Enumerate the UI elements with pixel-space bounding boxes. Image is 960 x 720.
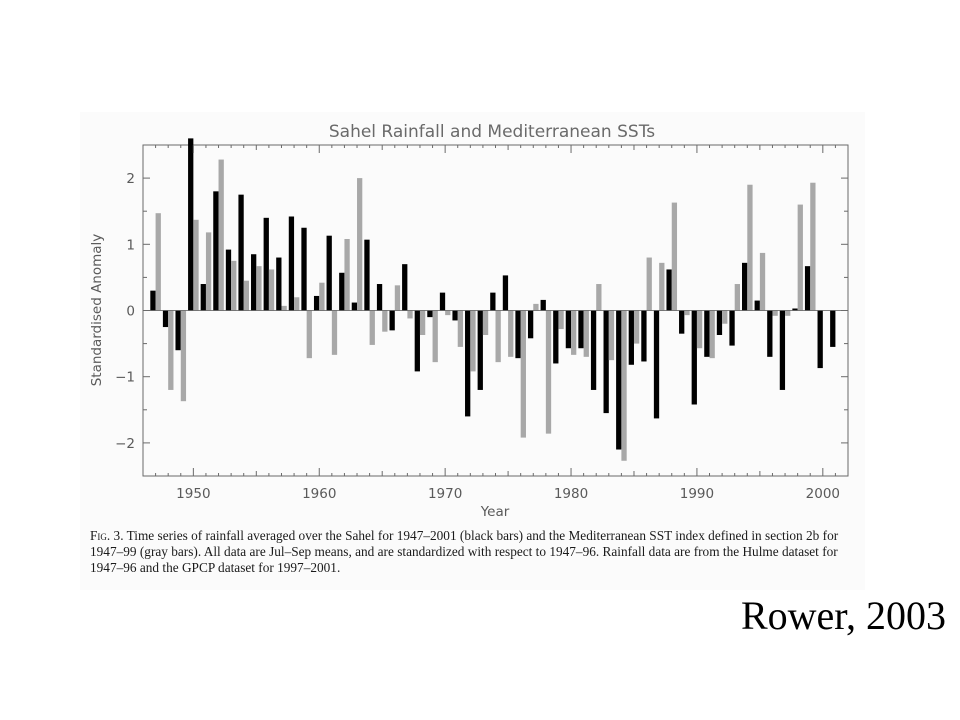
rainfall-bar-1957 [276,258,281,311]
sst-bar-1974 [496,311,501,363]
x-tick-label: 1990 [679,486,715,502]
sst-bar-1976 [521,311,526,438]
sst-bar-1958 [294,297,299,310]
sst-bar-1985 [634,311,639,344]
rainfall-bar-1969 [427,311,432,318]
rainfall-bar-1970 [440,293,445,311]
sst-bar-1982 [596,284,601,310]
sst-bar-1999 [810,183,815,311]
sst-bar-1989 [684,311,689,316]
x-tick-label: 1970 [427,486,463,502]
sst-bar-1988 [672,203,677,311]
sst-bar-1962 [344,239,349,311]
rainfall-bar-1962 [339,273,344,311]
rainfall-bar-1989 [679,311,684,334]
rainfall-bar-1966 [390,311,395,331]
rainfall-bar-1982 [591,311,596,390]
rainfall-bar-1973 [478,311,483,390]
rainfall-bar-1988 [666,269,671,310]
sst-bar-1967 [407,311,412,319]
rainfall-bar-1993 [729,311,734,346]
rainfall-bar-1976 [515,311,520,359]
sst-bar-1987 [659,263,664,311]
rainfall-bar-1953 [226,250,231,311]
sst-bar-1963 [357,178,362,310]
rainfall-bar-1979 [553,311,558,364]
sst-bar-1996 [772,311,777,316]
sst-bar-1990 [697,311,702,349]
rainfall-bar-1955 [251,254,256,310]
rainfall-bar-1997 [780,311,785,390]
citation: Rower, 2003 [740,593,946,638]
sst-bar-1953 [231,261,236,311]
sst-bar-1973 [483,311,488,335]
sst-bar-1975 [508,311,513,357]
sst-bar-1956 [269,269,274,310]
rainfall-bar-1991 [704,311,709,357]
sst-bar-1971 [458,311,463,347]
rainfall-bar-1947 [150,291,155,311]
rainfall-bar-1985 [629,311,634,365]
caption-text: Time series of rainfall averaged over the Sahel for 1947–2001 (black bars) and the Mediterranean SST index defined in section 2b for 1947–99 (gray bars). All data are Jul–Sep means, and are standardized with respect to 1947–96. Rainfall data are from the Hulme dataset for 1947–96 and the GPCP dataset for 1997–2001. [90,528,839,575]
sst-bar-1952 [219,160,224,311]
sst-bar-1969 [433,311,438,363]
rainfall-bar-1978 [541,300,546,311]
rainfall-bar-1956 [264,218,269,311]
sahel-chart [80,112,865,532]
rainfall-bar-1977 [528,311,533,339]
rainfall-bar-1964 [364,240,369,311]
x-tick-label: 1980 [553,486,589,502]
sst-bar-1951 [206,232,211,310]
rainfall-bar-1968 [415,311,420,372]
rainfall-bar-1975 [503,275,508,310]
sst-bar-1993 [735,284,740,310]
bars-group [150,138,835,460]
sst-bar-1957 [281,306,286,311]
sst-bar-1992 [722,311,727,324]
sst-bar-1998 [798,205,803,311]
rainfall-bar-1967 [402,264,407,310]
rainfall-bar-1995 [755,301,760,311]
sst-bar-1981 [584,311,589,357]
sst-bar-1961 [332,311,337,355]
sst-bar-1970 [445,311,450,316]
sst-bar-1954 [244,281,249,311]
sst-bar-1983 [609,311,614,361]
rainfall-bar-1961 [327,236,332,311]
rainfall-bar-1954 [238,195,243,311]
sst-bar-1977 [533,304,538,311]
rainfall-bar-1958 [289,217,294,311]
sst-bar-1978 [546,311,551,434]
sst-bar-1966 [395,285,400,310]
rainfall-bar-1959 [301,228,306,311]
sst-bar-1964 [370,311,375,345]
figure-panel [80,112,865,590]
x-tick-label: 2000 [805,486,841,502]
rainfall-bar-1972 [465,311,470,417]
rainfall-bar-1992 [717,311,722,335]
rainfall-bar-1983 [604,311,609,414]
rainfall-bar-1981 [578,311,583,349]
rainfall-bar-1984 [616,311,621,450]
rainfall-bar-1996 [767,311,772,357]
rainfall-bar-1990 [692,311,697,405]
sst-bar-1965 [382,311,387,332]
rainfall-bar-1949 [175,311,180,351]
rainfall-bar-1963 [352,303,357,311]
sst-bar-1995 [760,253,765,311]
sst-bar-1997 [785,311,790,316]
sst-bar-1994 [747,185,752,311]
rainfall-bar-2001 [830,311,835,347]
sst-bar-1947 [156,213,161,310]
figure-caption [90,528,860,576]
sst-bar-1984 [621,311,626,461]
y-tick-label: −2 [115,435,135,452]
y-tick-label: 1 [126,237,135,254]
y-axis-label: Standardised Anomaly [89,233,105,387]
rainfall-bar-1950 [188,138,193,310]
rainfall-bar-1980 [566,311,571,349]
rainfall-bar-1987 [654,311,659,419]
rainfall-bar-1952 [213,191,218,310]
y-tick-label: −1 [115,369,135,386]
y-tick-label: 0 [126,303,135,320]
rainfall-bar-1971 [452,311,457,321]
rainfall-bar-1974 [490,293,495,311]
x-axis-label: Year [480,504,510,520]
rainfall-bar-1951 [201,284,206,310]
sst-bar-1959 [307,311,312,359]
rainfall-bar-1965 [377,284,382,310]
x-tick-label: 1960 [302,486,337,502]
rainfall-bar-1948 [163,311,168,328]
sst-bar-1972 [470,311,475,372]
caption-fig-label: Fig. 3. [90,528,124,543]
sst-bar-1950 [193,220,198,311]
sst-bar-1955 [256,266,261,310]
y-tick-label: 2 [126,171,135,188]
sst-bar-1991 [710,311,715,359]
x-tick-label: 1950 [176,486,211,502]
sst-bar-1980 [571,311,576,355]
sst-bar-1979 [558,311,563,330]
rainfall-bar-1986 [641,311,646,362]
sst-bar-1948 [168,311,173,390]
rainfall-bar-1960 [314,296,319,311]
rainfall-bar-1999 [805,266,810,310]
rainfall-bar-2000 [818,311,823,369]
sst-bar-1960 [319,283,324,311]
sst-bar-1949 [181,311,186,402]
rainfall-bar-1994 [742,263,747,311]
chart-title: Sahel Rainfall and Mediterranean SSTs [328,122,656,142]
sst-bar-1986 [647,258,652,311]
sst-bar-1968 [420,311,425,335]
